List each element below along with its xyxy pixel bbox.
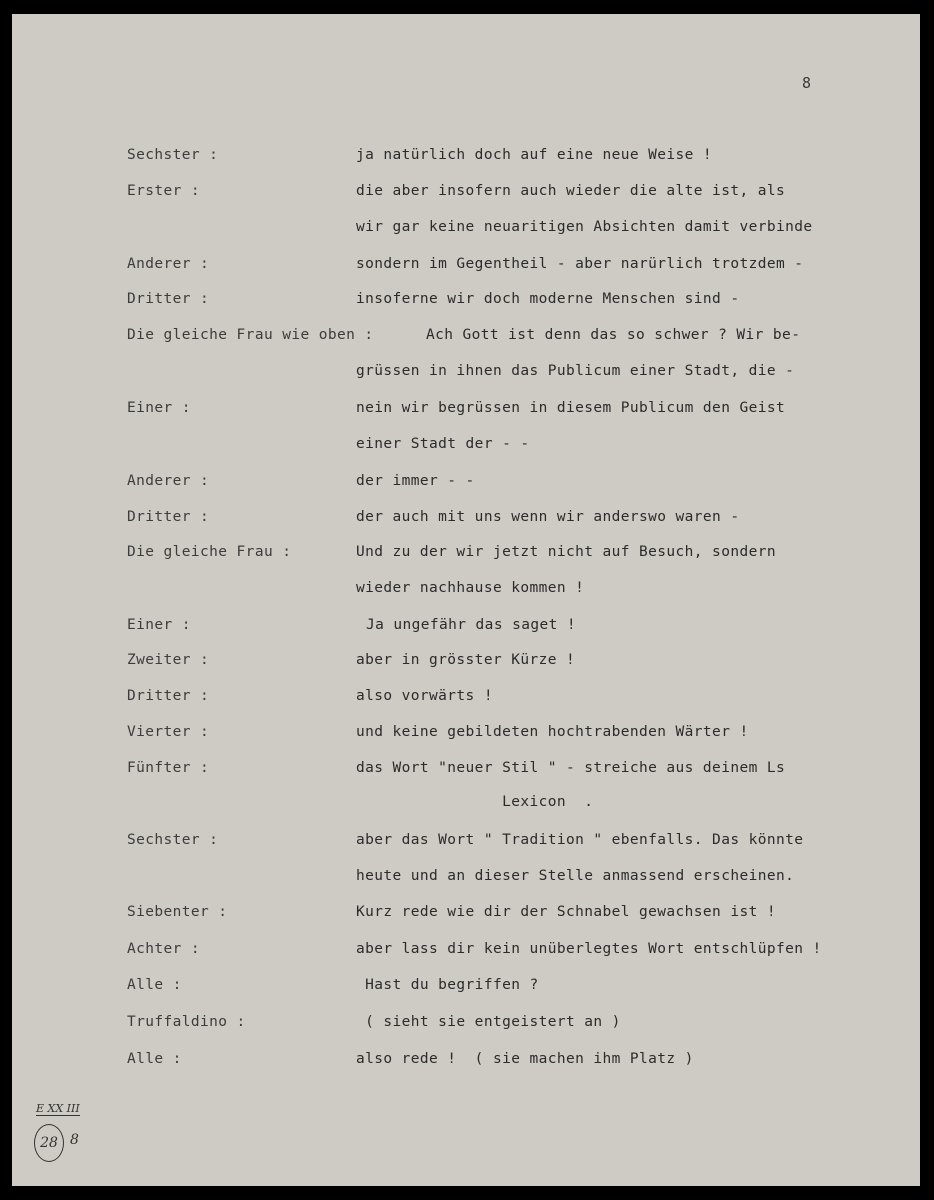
script-line: [12, 760, 920, 790]
script-line: [12, 147, 920, 177]
dialogue-text: aber in grösster Kürze !: [356, 652, 576, 668]
dialogue-text: Lexicon .: [356, 794, 594, 810]
script-line: [12, 363, 920, 393]
script-line: [12, 977, 920, 1007]
script-line: [12, 327, 920, 357]
speaker-name: Truffaldino :: [127, 1014, 246, 1030]
dialogue-text: Ja ungefähr das saget !: [366, 617, 576, 633]
script-line: [12, 868, 920, 898]
dialogue-text: grüssen in ihnen das Publicum einer Stadt, die -: [356, 363, 795, 379]
dialogue-text: aber lass dir kein unüberlegtes Wort entschlüpfen !: [356, 941, 822, 957]
speaker-name: Anderer :: [127, 473, 210, 489]
document-page: [12, 14, 920, 1186]
dialogue-text: insoferne wir doch moderne Menschen sind -: [356, 291, 740, 307]
speaker-name: Zweiter :: [127, 652, 210, 668]
speaker-name: Dritter :: [127, 688, 210, 704]
script-line: [12, 580, 920, 610]
script-line: [12, 617, 920, 647]
script-line: [12, 544, 920, 574]
speaker-name: Sechster :: [127, 147, 219, 163]
handnote-number: 8: [70, 1132, 79, 1148]
script-line: [12, 473, 920, 503]
handnote-circled-number: 28: [34, 1124, 64, 1162]
speaker-name: Siebenter :: [127, 904, 228, 920]
dialogue-text: einer Stadt der - -: [356, 436, 530, 452]
speaker-name: Die gleiche Frau :: [127, 544, 292, 560]
script-line: [12, 904, 920, 934]
dialogue-text: sondern im Gegentheil - aber narürlich trotzdem -: [356, 256, 804, 272]
dialogue-text: wir gar keine neuaritigen Absichten damit verbinde: [356, 219, 813, 235]
handnote-signature: E XX III: [36, 1102, 80, 1115]
script-line: [12, 219, 920, 249]
script-line: [12, 794, 920, 824]
dialogue-text: heute und an dieser Stelle anmassend erscheinen.: [356, 868, 795, 884]
speaker-name: Alle :: [127, 977, 182, 993]
script-line: [12, 400, 920, 430]
dialogue-text: und keine gebildeten hochtrabenden Wärter !: [356, 724, 749, 740]
speaker-name: Dritter :: [127, 509, 210, 525]
dialogue-text: der auch mit uns wenn wir anderswo waren -: [356, 509, 740, 525]
page-number: 8: [802, 74, 812, 92]
dialogue-text: der immer - -: [356, 473, 475, 489]
script-line: [12, 941, 920, 971]
speaker-name: Anderer :: [127, 256, 210, 272]
dialogue-text: Hast du begriffen ?: [356, 977, 539, 993]
script-line: [12, 183, 920, 213]
dialogue-text: Und zu der wir jetzt nicht auf Besuch, sondern: [356, 544, 776, 560]
archive-handwritten-note: [34, 1102, 104, 1172]
speaker-name: Fünfter :: [127, 760, 210, 776]
dialogue-text: also rede ! ( sie machen ihm Platz ): [356, 1051, 694, 1067]
speaker-name: Erster :: [127, 183, 201, 199]
dialogue-text: wieder nachhause kommen !: [356, 580, 585, 596]
script-line: [12, 724, 920, 754]
speaker-name: Sechster :: [127, 832, 219, 848]
dialogue-text: die aber insofern auch wieder die alte ist, als: [356, 183, 786, 199]
script-line: [12, 291, 920, 321]
dialogue-text: also vorwärts !: [356, 688, 493, 704]
dialogue-text: ( sieht sie entgeistert an ): [356, 1014, 621, 1030]
dialogue-text: Ach Gott ist denn das so schwer ? Wir be-: [426, 327, 801, 343]
speaker-name: Vierter :: [127, 724, 210, 740]
dialogue-text: nein wir begrüssen in diesem Publicum den Geist: [356, 400, 786, 416]
script-line: [12, 509, 920, 539]
script-line: [12, 832, 920, 862]
dialogue-text: Kurz rede wie dir der Schnabel gewachsen ist !: [356, 904, 776, 920]
speaker-name: Achter :: [127, 941, 201, 957]
speaker-name: Die gleiche Frau wie oben :: [127, 327, 374, 343]
speaker-name: Alle :: [127, 1051, 182, 1067]
speaker-name: Einer :: [127, 617, 191, 633]
speaker-name: Einer :: [127, 400, 191, 416]
dialogue-text: ja natürlich doch auf eine neue Weise !: [356, 147, 713, 163]
dialogue-text: das Wort "neuer Stil " - streiche aus deinem Ls: [356, 760, 786, 776]
script-line: [12, 652, 920, 682]
script-line: [12, 256, 920, 286]
speaker-name: Dritter :: [127, 291, 210, 307]
script-line: [12, 1014, 920, 1044]
dialogue-text: aber das Wort " Tradition " ebenfalls. Das könnte: [356, 832, 804, 848]
script-line: [12, 688, 920, 718]
script-line: [12, 436, 920, 466]
script-line: [12, 1051, 920, 1081]
